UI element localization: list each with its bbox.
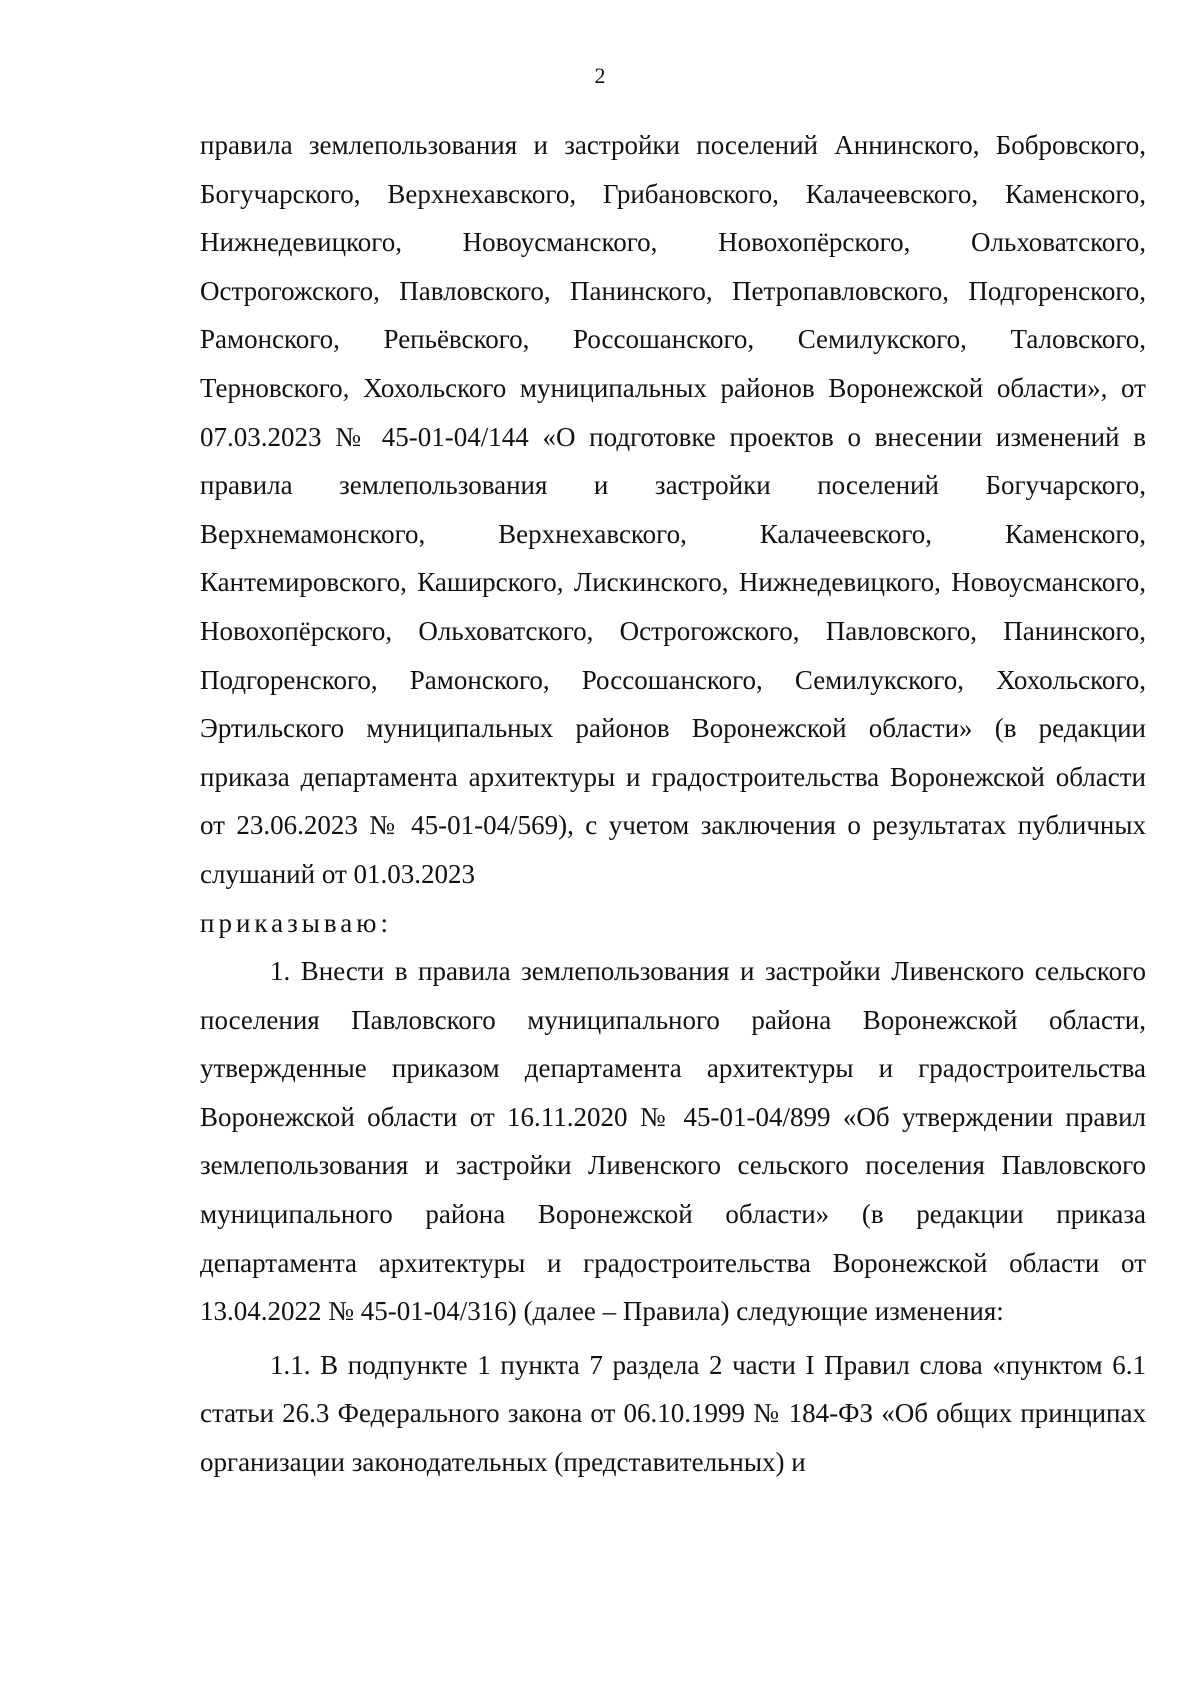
page-number: 2 (594, 63, 606, 88)
preamble-paragraph: правила землепользования и застройки поселений Аннинского, Бобровского, Богучарского, Верхнехавского, Грибановского, Калачеевского, Каменского, Нижнедевицкого, Новоусманского, Новохопёрского, Ольховатского, Острогожского, Павловского, Панинского, Петропавловского, Подгоренского, Рамонского, Репьёвского, Россошанского, Семилукского, Таловского, Терновского, Хохольского муниципальных районов Воронежской области», от 07.03.2023 № 45-01-04/144 «О подготовке проектов о внесении изменений в правила землепользования и застройки поселений Богучарского, Верхнемамонского, Верхнехавского, Калачеевского, Каменского, Кантемировского, Каширского, Лискинского, Нижнедевицкого, Новоусманского, Новохопёрского, Ольховатского, Острогожского, Павловского, Панинского, Подгоренского, Рамонского, Россошанского, Семилукского, Хохольского, Эртильского муниципальных районов Воронежской области» (в редакции приказа департамента архитектуры и градостроительства Воронежской области от 23.06.2023 № 45-01-04/569), с учетом заключения о результатах публичных слушаний от 01.03.2023 (200, 130, 1146, 889)
item-1-1-paragraph: 1.1. В подпункте 1 пункта 7 раздела 2 части I Правил слова «пунктом 6.1 статьи 26.3 Федерального закона от 06.10.1999 № 184-ФЗ «Об общих принципах организации законодательных (представительных) и (200, 1349, 1146, 1478)
document-body (200, 121, 1146, 1487)
item-1-paragraph: 1. Внести в правила землепользования и застройки Ливенского сельского поселения Павловского муниципального района Воронежской области, утвержденные приказом департамента архитектуры и градостроительства Воронежской области от 16.11.2020 № 45-01-04/899 «Об утверждении правил землепользования и застройки Ливенского сельского поселения Павловского муниципального района Воронежской области» (в редакции приказа департамента архитектуры и градостроительства Воронежской области от 13.04.2022 № 45-01-04/316) (далее – Правила) следующие изменения: (200, 956, 1146, 1327)
order-word: приказываю: (200, 907, 392, 938)
